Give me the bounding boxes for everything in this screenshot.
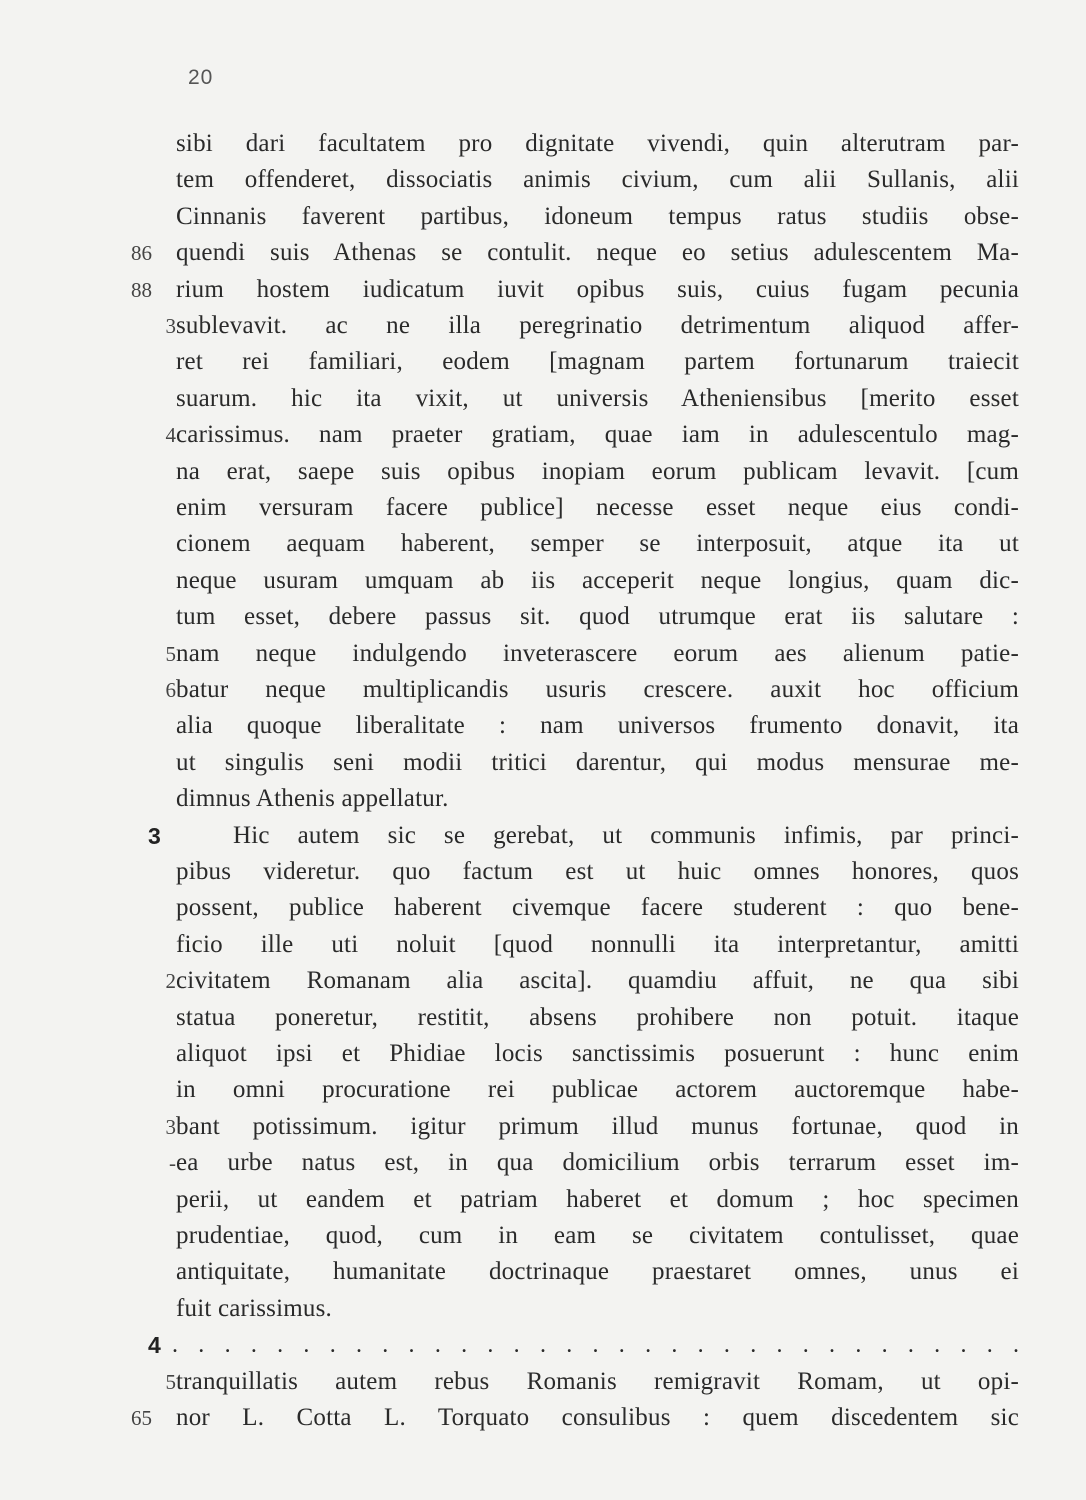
line-text: perii, ut eandem et patriam haberet et domum ; hoc specimen xyxy=(176,1185,1019,1213)
text-line xyxy=(0,672,1086,708)
line-text: quendi suis Athenas se contulit. neque eo setius adulescentem Ma- xyxy=(176,239,1019,267)
text-line xyxy=(0,199,1086,235)
text-line xyxy=(0,599,1086,635)
line-text: in omni procuratione rei publicae actorem auctoremque habe- xyxy=(176,1076,1019,1104)
line-text: neque usuram umquam ab iis acceperit neque longius, quam dic- xyxy=(176,566,1019,594)
text-line xyxy=(0,1327,1086,1363)
text-line xyxy=(0,1000,1086,1036)
line-text: tranquillatis autem rebus Romanis remigravit Romam, ut opi- xyxy=(176,1367,1019,1395)
section-number: 5 xyxy=(165,1369,176,1394)
text-line xyxy=(0,963,1086,999)
margin-reference-number: 88 xyxy=(131,277,152,302)
text-line xyxy=(0,308,1086,344)
line-text: tum esset, debere passus sit. quod utrumque erat iis salutare : xyxy=(176,603,1019,631)
line-text: bant potissimum. igitur primum illud munus fortunae, quod in xyxy=(176,1112,1019,1140)
text-line xyxy=(0,1291,1086,1327)
line-text: suarum. hic ita vixit, ut universis Atheniensibus [merito esset xyxy=(176,384,1019,412)
section-number: 5 xyxy=(165,641,176,666)
text-line xyxy=(0,235,1086,271)
text-line xyxy=(0,126,1086,162)
text-line xyxy=(0,162,1086,198)
line-text: sibi dari facultatem pro dignitate vivendi, quin alterutram par- xyxy=(176,130,1019,157)
text-line xyxy=(0,1364,1086,1400)
text-line xyxy=(0,344,1086,380)
line-text: prudentiae, quod, cum in eam se civitatem contulisset, quae xyxy=(176,1222,1019,1249)
line-text: ficio ille uti noluit [quod nonnulli ita interpretantur, amitti xyxy=(176,930,1019,958)
text-line xyxy=(0,563,1086,599)
line-text: fuit carissimus. xyxy=(176,1294,332,1322)
section-number: 3 xyxy=(165,314,176,338)
section-number: 6 xyxy=(165,678,176,702)
line-text: batur neque multiplicandis usuris crescere. auxit hoc officium xyxy=(176,676,1019,703)
line-text: antiquitate, humanitate doctrinaque praestaret omnes, unus ei xyxy=(176,1258,1019,1286)
text-line xyxy=(0,781,1086,817)
ellipsis-line: . . . . . . . . . . . . . . . . . . . . . . . . . . . . . . . . . xyxy=(172,1332,1019,1359)
text-line xyxy=(0,745,1086,781)
line-text: alia quoque liberalitate : nam universos frumento donavit, ita xyxy=(176,712,1019,740)
page-number: 20 xyxy=(188,66,214,89)
line-text: nor L. Cotta L. Torquato consulibus : quem discedentem sic xyxy=(176,1404,1019,1431)
section-number: 4 xyxy=(165,423,176,448)
line-text: tem offenderet, dissociatis animis civium, cum alii Sullanis, alii xyxy=(176,166,1019,194)
section-number: 3 xyxy=(165,1114,176,1139)
line-text: cionem aequam haberent, semper se interposuit, atque ita ut xyxy=(176,530,1019,558)
text-line xyxy=(0,1072,1086,1108)
line-text: Cinnanis faverent partibus, idoneum tempus ratus studiis obse- xyxy=(176,202,1019,230)
line-text: nam neque indulgendo inveterascere eorum aes alienum patie- xyxy=(176,639,1019,667)
text-line xyxy=(0,1036,1086,1072)
line-text: Hic autem sic se gerebat, ut communis infimis, par princi- xyxy=(233,821,1019,849)
margin-reference-number: 65 xyxy=(131,1406,152,1430)
text-line xyxy=(0,890,1086,926)
line-text: aliquot ipsi et Phidiae locis sanctissimis posuerunt : hunc enim xyxy=(176,1040,1019,1067)
text-line xyxy=(0,272,1086,308)
line-text: possent, publice haberent civemque facere studerent : quo bene- xyxy=(176,894,1019,922)
line-text: ut singulis seni modii tritici darentur, qui modus mensurae me- xyxy=(176,748,1019,776)
chapter-number: 4 xyxy=(148,1332,161,1359)
line-text: statua poneretur, restitit, absens prohibere non potuit. itaque xyxy=(176,1003,1019,1031)
text-line xyxy=(0,526,1086,562)
text-line xyxy=(0,1218,1086,1254)
line-text: na erat, saepe suis opibus inopiam eorum publicam levavit. [cum xyxy=(176,457,1019,485)
text-line xyxy=(0,1400,1086,1436)
line-text: carissimus. nam praeter gratiam, quae iam in adulescentulo mag- xyxy=(176,421,1019,449)
text-line xyxy=(0,708,1086,744)
text-line xyxy=(0,1109,1086,1145)
text-line xyxy=(0,417,1086,453)
text-line xyxy=(0,927,1086,963)
text-line xyxy=(0,1145,1086,1181)
section-number: - xyxy=(169,1151,176,1176)
text-line xyxy=(0,1182,1086,1218)
chapter-number: 3 xyxy=(148,822,161,849)
line-text: ea urbe natus est, in qua domicilium orbis terrarum esset im- xyxy=(176,1149,1019,1177)
text-line xyxy=(0,818,1086,854)
text-line xyxy=(0,381,1086,417)
line-text: enim versuram facere publice] necesse esset neque eius condi- xyxy=(176,494,1019,521)
margin-reference-number: 86 xyxy=(131,241,152,266)
text-line xyxy=(0,636,1086,672)
text-line xyxy=(0,490,1086,526)
line-text: dimnus Athenis appellatur. xyxy=(176,785,449,813)
line-text: ret rei familiari, eodem [magnam partem fortunarum traiecit xyxy=(176,348,1019,376)
text-line xyxy=(0,854,1086,890)
section-number: 2 xyxy=(165,969,176,994)
line-text: rium hostem iudicatum iuvit opibus suis, cuius fugam pecunia xyxy=(176,275,1019,303)
text-line xyxy=(0,1254,1086,1290)
line-text: civitatem Romanam alia ascita]. quamdiu affuit, ne qua sibi xyxy=(176,967,1019,995)
text-line xyxy=(0,454,1086,490)
line-text: pibus videretur. quo factum est ut huic omnes honores, quos xyxy=(176,858,1019,885)
line-text: sublevavit. ac ne illa peregrinatio detrimentum aliquod affer- xyxy=(176,312,1019,339)
